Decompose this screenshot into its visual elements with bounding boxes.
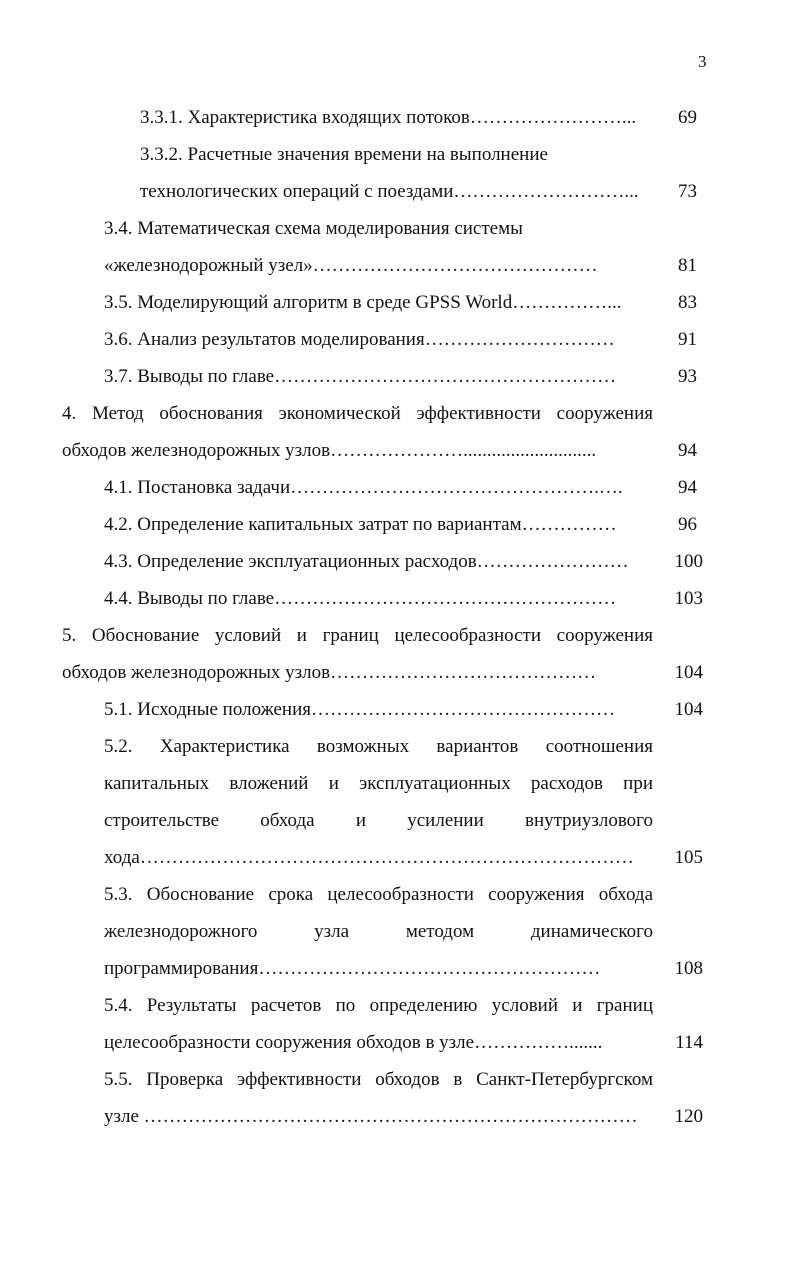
toc-page-4-1: 94 xyxy=(678,477,697,498)
toc-entry-3-3-2-line-1[interactable]: 3.3.2. Расчетные значения времени на выполнение xyxy=(140,144,548,165)
toc-page-3-6: 91 xyxy=(678,329,697,350)
toc-page-4-2: 96 xyxy=(678,514,697,535)
toc-entry-5-3-line-1[interactable]: 5.3. Обоснование срока целесообразности сооружения обхода xyxy=(104,884,653,905)
toc-entry-5-4-line-2[interactable]: целесообразности сооружения обходов в узле……………....... xyxy=(104,1032,603,1053)
toc-page-4: 94 xyxy=(678,440,697,461)
toc-entry-4-3[interactable]: 4.3. Определение эксплуатационных расходов…………………… xyxy=(104,551,629,572)
toc-entry-4-4[interactable]: 4.4. Выводы по главе……………………………………………… xyxy=(104,588,617,609)
toc-page-4-3: 100 xyxy=(674,551,703,572)
toc-chapter-4-line-1[interactable]: 4. Метод обоснования экономической эффективности сооружения xyxy=(62,403,653,424)
toc-page-5-1: 104 xyxy=(674,699,703,720)
toc-page-5-5: 120 xyxy=(674,1106,703,1127)
toc-page-3-3-2: 73 xyxy=(678,181,697,202)
toc-page-3-3-1: 69 xyxy=(678,107,697,128)
toc-page-5: 104 xyxy=(674,662,703,683)
toc-entry-5-1[interactable]: 5.1. Исходные положения………………………………………… xyxy=(104,699,615,720)
toc-page-5-2: 105 xyxy=(674,847,703,868)
toc-entry-4-1[interactable]: 4.1. Постановка задачи………………………………………….…. xyxy=(104,477,623,498)
toc-entry-5-5-line-2[interactable]: узле …………………………………………………………………… xyxy=(104,1106,638,1127)
toc-entry-3-4-line-2[interactable]: «железнодорожный узел»……………………………………… xyxy=(104,255,598,276)
toc-entry-5-3-line-2[interactable]: железнодорожного узла методом динамического xyxy=(104,921,653,942)
toc-page-3-5: 83 xyxy=(678,292,697,313)
toc-entry-5-2-line-3[interactable]: строительстве обхода и усилении внутриузлового xyxy=(104,810,653,831)
toc-entry-5-2-line-1[interactable]: 5.2. Характеристика возможных вариантов соотношения xyxy=(104,736,653,757)
toc-page-5-3: 108 xyxy=(674,958,703,979)
toc-entry-3-7[interactable]: 3.7. Выводы по главе……………………………………………… xyxy=(104,366,617,387)
toc-entry-3-4-line-1[interactable]: 3.4. Математическая схема моделирования системы xyxy=(104,218,523,239)
toc-page-5-4: 114 xyxy=(675,1032,703,1053)
toc-chapter-5-line-1[interactable]: 5. Обоснование условий и границ целесообразности сооружения xyxy=(62,625,653,646)
toc-entry-5-2-line-4[interactable]: хода…………………………………………………………………… xyxy=(104,847,634,868)
toc-chapter-5-line-2[interactable]: обходов железнодорожных узлов…………………………………… xyxy=(62,662,597,683)
toc-entry-5-3-line-3[interactable]: программирования……………………………………………… xyxy=(104,958,601,979)
page-number: 3 xyxy=(698,52,707,71)
toc-entry-3-3-2-line-2[interactable]: технологических операций с поездами………………………... xyxy=(140,181,639,202)
toc-entry-3-5[interactable]: 3.5. Моделирующий алгоритм в среде GPSS World……………... xyxy=(104,292,622,313)
toc-chapter-4-line-2[interactable]: обходов железнодорожных узлов…………………............................ xyxy=(62,440,597,461)
toc-entry-3-3-1[interactable]: 3.3.1. Характеристика входящих потоков……………………... xyxy=(140,107,637,128)
toc-entry-5-5-line-1[interactable]: 5.5. Проверка эффективности обходов в Санкт-Петербургском xyxy=(104,1069,653,1090)
toc-page-3-7: 93 xyxy=(678,366,697,387)
toc-entry-3-6[interactable]: 3.6. Анализ результатов моделирования………………………… xyxy=(104,329,615,350)
toc-entry-5-4-line-1[interactable]: 5.4. Результаты расчетов по определению условий и границ xyxy=(104,995,653,1016)
toc-entry-4-2[interactable]: 4.2. Определение капитальных затрат по вариантам…………… xyxy=(104,514,617,535)
toc-page-3-4: 81 xyxy=(678,255,697,276)
toc-page-4-4: 103 xyxy=(674,588,703,609)
toc-entry-5-2-line-2[interactable]: капитальных вложений и эксплуатационных расходов при xyxy=(104,773,653,794)
